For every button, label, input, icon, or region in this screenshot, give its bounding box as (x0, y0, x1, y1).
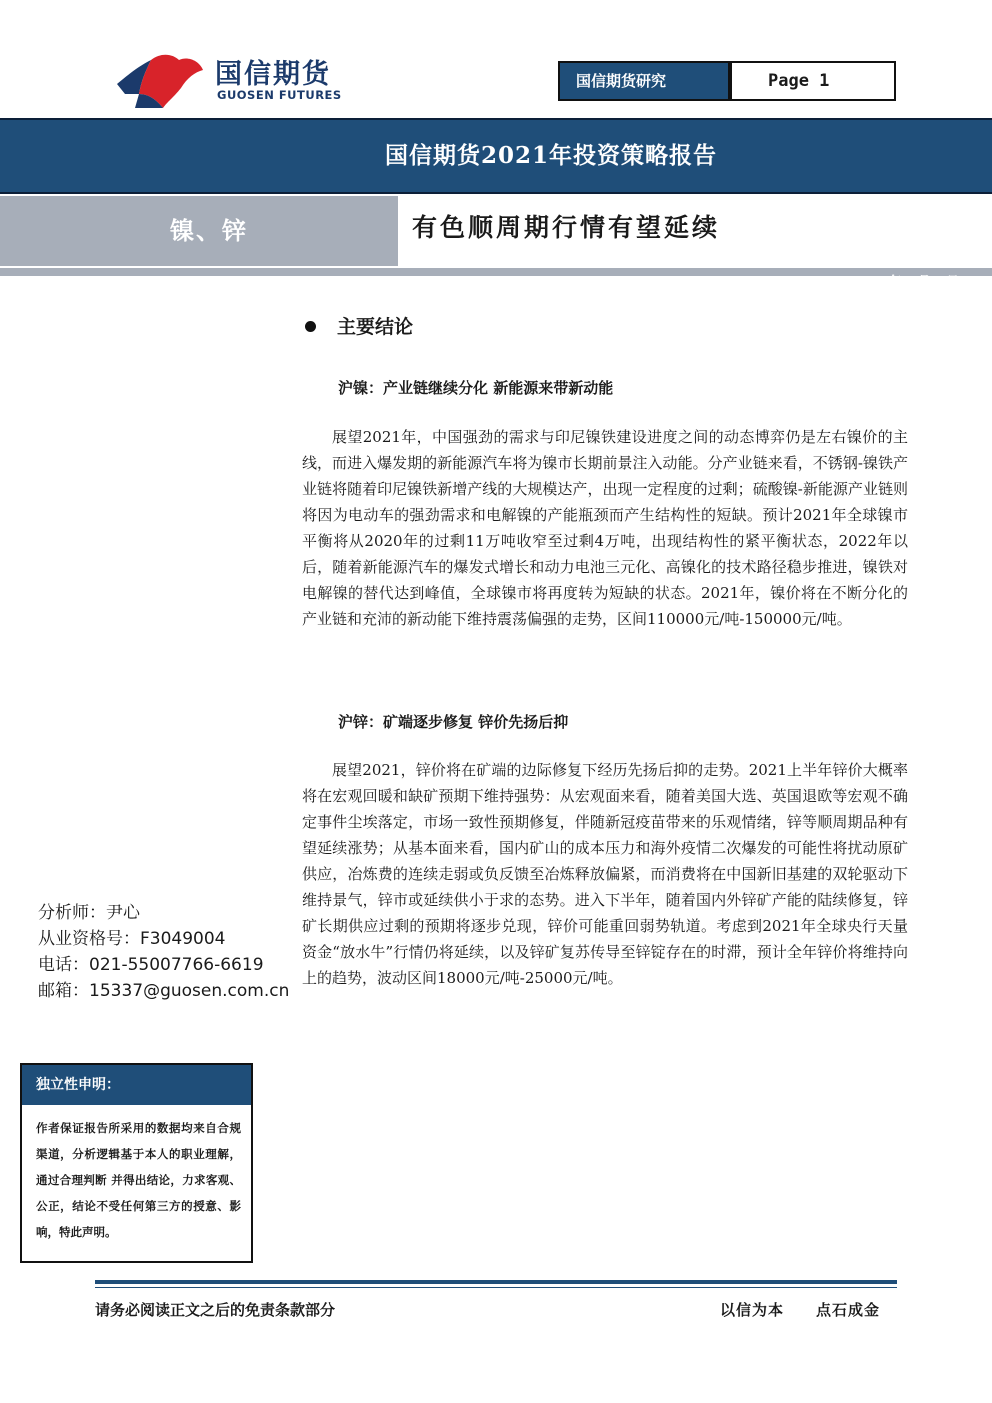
analyst-email: 邮箱：15337@guosen.com.cn (38, 981, 290, 1001)
metal-tag-text: 镍、锌 (170, 216, 248, 245)
footer-rule (95, 1280, 897, 1284)
page-number: Page 1 (732, 63, 894, 99)
analyst-info (38, 900, 289, 1004)
zinc-paragraph: 展望2021，锌价将在矿端的边际修复下经历先扬后抑的走势。2021上半年锌价大概率将在宏观回暖和缺矿预期下维持强势：从宏观面来看，随着美国大选、英国退欧等宏观不确定事件尘埃落定，市场一致性预期修复，伴随新冠疫苗带来的乐观情绪，锌等顺周期品种有望延续涨势；从基本面来看，国内矿山的成本压力和海外疫情二次爆发的可能性将扰动原矿供应，冶炼费的连续走弱或负反馈至冶炼释放偏紧，而消费将在中国新旧基建的双轮驱动下维持景气，锌市或延续供小于求的态势。进入下半年，随着国内外锌矿产能的陆续修复，锌矿长期供应过剩的预期将逐步兑现，锌价可能重回弱势轨道。考虑到2021年全球央行天量资金“放水牛”行情仍将延续，以及锌矿复苏传导至锌锭存在的时滞，预计全年锌价将维持向上的趋势，波动区间18000元/吨-25000元/吨。 (302, 761, 908, 987)
report-title: 国信期货2021年投资策略报告 (385, 142, 718, 169)
logo-mark-icon (115, 48, 210, 108)
date-bar (0, 268, 992, 276)
metal-tag (0, 196, 398, 266)
independence-statement (20, 1063, 253, 1263)
logo-text-en: GUOSEN FUTURES (217, 88, 342, 102)
footer-disclaimer-note: 请务必阅读正文之后的免责条款部分 (95, 1301, 336, 1319)
section-title: 主要结论 (337, 316, 414, 338)
analyst-phone: 电话：021-55007766-6619 (38, 955, 264, 975)
zinc-heading: 沪锌：矿端逐步修复 锌价先扬后抑 (338, 713, 569, 731)
report-date: 2020年12月27日 (856, 274, 959, 288)
report-banner (0, 118, 992, 194)
footer-motto: 以信为本 点石成金 (720, 1301, 881, 1319)
research-label: 国信期货研究 (560, 63, 728, 99)
company-logo (115, 48, 345, 108)
header-label-box (558, 61, 896, 101)
nickel-paragraph: 展望2021年，中国强劲的需求与印尼镍铁建设进度之间的动态博弈仍是左右镍价的主线，而进入爆发期的新能源汽车将为镍市长期前景注入动能。分产业链来看，不锈钢-镍铁产业链将随着印尼镍铁新增产线的大规模达产，出现一定程度的过剩；硫酸镍-新能源产业链则将因为电动车的强劲需求和电解镍的产能瓶颈而产生结构性的短缺。预计2021年全球镍市平衡将从2020年的过剩11万吨收窄至过剩4万吨，出现结构性的紧平衡状态，2022年以后，随着新能源汽车的爆发式增长和动力电池三元化、高镍化的技术路径稳步推进，镍铁对电解镍的替代达到峰值，全球镍市将再度转为短缺的状态。2021年，镍价将在不断分化的产业链和充沛的新动能下维持震荡偏强的走势，区间110000元/吨-150000元/吨。 (302, 428, 908, 628)
independence-text: 作者保证报告所采用的数据均来自合规渠道，分析逻辑基于本人的职业理解，通过合理判断 并得出结论，力求客观、公正，结论不受任何第三方的授意、影响，特此声明。 (36, 1121, 241, 1239)
nickel-heading: 沪镍：产业链继续分化 新能源来带新动能 (338, 379, 614, 397)
report-subtitle: 有色顺周期行情有望延续 (412, 213, 721, 242)
footer-rule-thin (95, 1287, 897, 1288)
analyst-name: 分析师：尹心 (38, 903, 140, 923)
analyst-license: 从业资格号：F3049004 (38, 929, 226, 949)
independence-title: 独立性申明： (22, 1065, 251, 1105)
logo-text-cn: 国信期货 (215, 59, 331, 90)
bullet-icon (305, 321, 316, 332)
